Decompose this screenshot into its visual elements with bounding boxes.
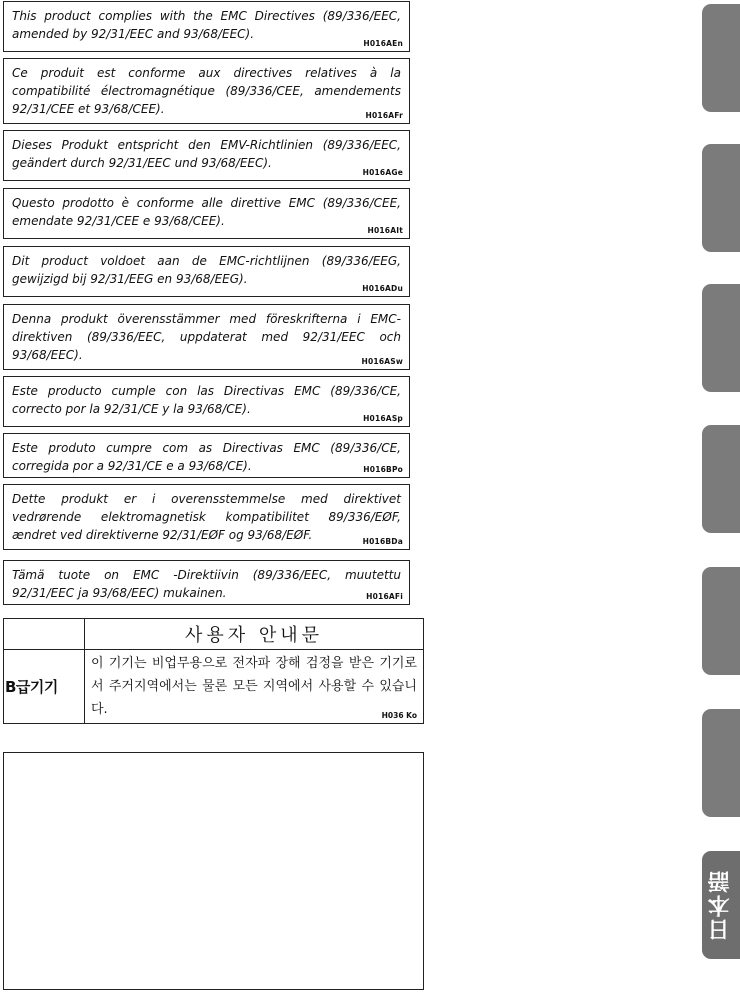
notice-swedish <box>3 304 410 370</box>
notice-text: Tämä tuote on EMC -Direktiivin (89/336/EEC, muutettu 92/31/EEC ja 93/68/EEC) mukainen. <box>12 568 401 600</box>
blank-panel <box>3 752 424 990</box>
side-tab-2[interactable] <box>702 144 740 252</box>
notice-german <box>3 130 410 181</box>
korean-notice-text: 이 기기는 비업무용으로 전자파 장해 검정을 받은 기기로서 주거지역에서는 물론 모든 지역에서 사용할 수 있습니다. <box>91 656 417 717</box>
side-tab-6[interactable] <box>702 709 740 817</box>
notice-spanish <box>3 376 410 427</box>
notice-french <box>3 58 410 124</box>
notice-text: Este producto cumple con las Directivas EMC (89/336/CE, correcto por la 92/31/CE y la 93/68/CE). <box>12 384 401 416</box>
korean-notice-header-row <box>4 619 424 650</box>
side-tab-japanese-label: 日本語 <box>708 869 733 941</box>
notice-code: H016ASw <box>361 357 403 366</box>
notice-italian <box>3 188 410 239</box>
side-tab-4[interactable] <box>702 425 740 533</box>
notice-code: H016AFr <box>365 111 403 120</box>
notice-danish <box>3 484 410 550</box>
notice-portuguese <box>3 433 410 478</box>
notice-text: Dit product voldoet aan de EMC-richtlijnen (89/336/EEG, gewijzigd bij 92/31/EEG en 93/68/EEG). <box>12 254 401 286</box>
korean-notice-class-label: B급기기 <box>4 650 85 724</box>
notice-text: Dette produkt er i overensstemmelse med direktivet vedrørende elektromagnetisk kompatibilitet 89/336/EØF, ændret ved direktiverne 92/31/EØF og 93/68/EØF. <box>12 492 401 542</box>
korean-notice-body-cell <box>85 650 424 724</box>
korean-notice-table <box>3 618 424 724</box>
side-tab-5[interactable] <box>702 567 740 675</box>
notice-english <box>3 1 410 52</box>
notice-code: H016AGe <box>362 168 403 177</box>
notice-code: H016AEn <box>363 39 403 48</box>
notice-text: Dieses Produkt entspricht den EMV-Richtlinien (89/336/EEC, geändert durch 92/31/EEC und 93/68/EEC). <box>12 138 401 170</box>
notice-text: This product complies with the EMC Directives (89/336/EEC, amended by 92/31/EEC and 93/68/EEC). <box>12 9 401 41</box>
notice-text: Ce produit est conforme aux directives relatives à la compatibilité électromagnétique (89/336/CEE, amendements 92/31/CEE et 93/68/CEE). <box>12 66 401 116</box>
notice-dutch <box>3 246 410 297</box>
korean-notice-body-row <box>4 650 424 724</box>
korean-notice-empty-cell <box>4 619 85 650</box>
notice-text: Denna produkt överensstämmer med föreskrifterna i EMC-direktiven (89/336/EEC, uppdaterat med 92/31/EEC och 93/68/EEC). <box>12 312 401 362</box>
korean-notice-header: 사용자 안내문 <box>85 619 424 650</box>
notice-text: Questo prodotto è conforme alle direttive EMC (89/336/CEE, emendate 92/31/CEE e 93/68/CEE). <box>12 196 401 228</box>
notice-code: H016ASp <box>363 414 403 423</box>
notice-code: H016AIt <box>367 226 403 235</box>
korean-notice-code: H036 Ko <box>381 711 417 720</box>
notice-code: H016ADu <box>362 284 403 293</box>
side-tab-japanese[interactable] <box>702 851 740 959</box>
side-tab-3[interactable] <box>702 284 740 392</box>
notice-code: H016BDa <box>362 537 403 546</box>
notice-text: Este produto cumpre com as Directivas EMC (89/336/CE, corregida por a 92/31/CE e a 93/68/CE). <box>12 441 401 473</box>
notice-finnish <box>3 560 410 605</box>
notice-code: H016AFi <box>366 592 403 601</box>
side-tab-1[interactable] <box>702 4 740 112</box>
notice-code: H016BPo <box>363 465 403 474</box>
